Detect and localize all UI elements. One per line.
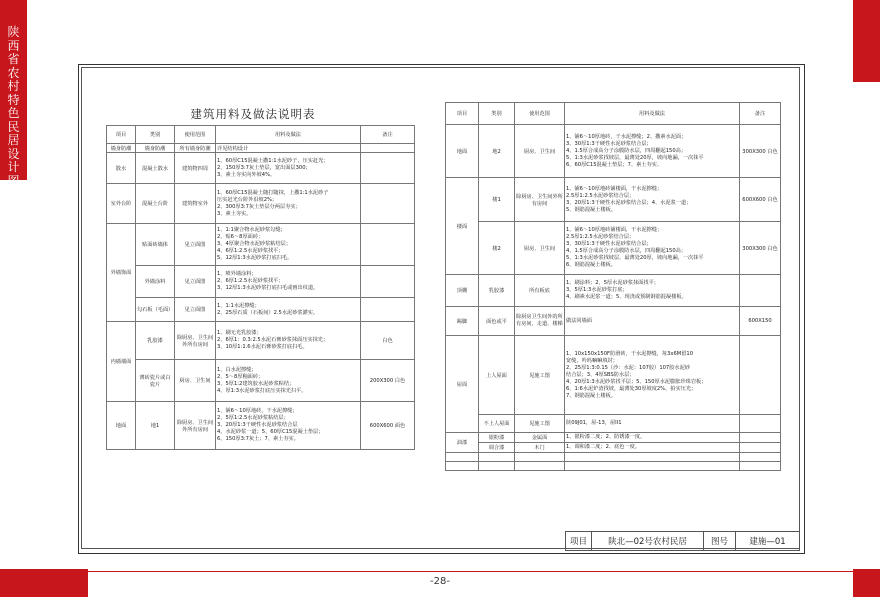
materials-table-left xyxy=(106,125,415,450)
cell xyxy=(565,462,740,471)
cell: 所有墙身防潮 xyxy=(175,144,216,153)
method-line: 6、钢筋混凝土楼板。 xyxy=(566,262,616,268)
cell xyxy=(446,462,479,471)
method-line: 2、300厚3:7灰土垫层分两层夯实； xyxy=(217,203,301,210)
method-line: 1、1:1聚合物水泥砂浆勾缝； xyxy=(217,227,286,233)
method-line: 3、20厚1:3干硬性水泥砂浆结合层；4、水泥浆一道； xyxy=(566,199,692,206)
item-cell: 内墙墙面 xyxy=(107,322,136,402)
cell xyxy=(446,453,479,462)
cell: 详见结构设计 xyxy=(216,144,361,153)
title-block xyxy=(565,531,800,551)
method-line: 1、铺6～10厚地砖铺楼面，干水泥擦缝； xyxy=(566,227,663,233)
item-cell: 地面 xyxy=(107,402,136,450)
table-row xyxy=(446,222,781,275)
cell xyxy=(515,453,565,462)
table-row xyxy=(446,462,781,471)
header-cell: 使用范围 xyxy=(515,103,565,125)
method-line: 结合层；3、4厚SBS防水层； xyxy=(566,371,635,378)
header-cell: 类别 xyxy=(136,126,175,144)
scope-cell: 木门 xyxy=(515,443,565,453)
scope-cell: 见立面图 xyxy=(175,298,216,322)
item-cell: 楼面 xyxy=(446,178,479,275)
method-line: 做法同墙面 xyxy=(566,317,592,324)
table-header-row xyxy=(446,103,781,125)
table-row xyxy=(107,322,415,360)
note-cell xyxy=(361,153,415,184)
scope-cell: 除厨房、卫生间外所有房间 xyxy=(175,402,216,450)
header-cell: 备注 xyxy=(740,103,781,125)
table-row xyxy=(107,144,415,153)
note-cell: 300X300 白色 xyxy=(740,222,781,275)
method-line: 3、30厚1:3干硬性水泥砂浆结合层； xyxy=(566,241,652,247)
item-cell: 顶棚 xyxy=(446,275,479,307)
method-line: 2、25厚1:3:0.15（沙：水泥：107胶）107胶水泥砂 xyxy=(566,364,690,371)
method-line: 4、水泥砂浆一道；5、60厚C15混凝土垫层； xyxy=(217,429,324,435)
header-cell: 使用范围 xyxy=(175,126,216,144)
method-line: 3、素土夯实。 xyxy=(217,210,252,217)
method-cell xyxy=(565,307,740,336)
scope-cell: 见施工图 xyxy=(515,336,565,415)
method-line: 压实赶光台阶外沿坡2%； xyxy=(217,196,278,203)
table-header-row xyxy=(107,126,415,144)
note-cell xyxy=(740,433,781,443)
note-cell xyxy=(740,275,781,307)
table-row xyxy=(107,298,415,322)
method-line: 5、1:3水泥砂浆找坡层，最薄处20厚，坡向地漏，一次抹平 xyxy=(566,255,704,261)
title-block-drawing-number: 建施—01 xyxy=(736,532,800,551)
note-cell: 600X600 面色 xyxy=(361,402,415,450)
note-cell: 200X300 白色 xyxy=(361,360,415,402)
method-line: 3、20厚1:3干硬性水泥砂浆结合层 xyxy=(217,422,298,428)
title-block-project-label: 项目 xyxy=(566,532,592,551)
method-cell xyxy=(216,153,361,184)
table-row xyxy=(446,415,781,433)
table-row xyxy=(446,453,781,462)
method-cell xyxy=(565,336,740,415)
category-cell: 地2 xyxy=(479,125,515,178)
note-cell xyxy=(740,415,781,433)
method-line: 4、6厚1:2.5水泥砂浆找平； xyxy=(217,248,284,254)
method-cell xyxy=(565,178,740,222)
table-row xyxy=(107,360,415,402)
scope-cell: 除厨房、卫生间外所有房间 xyxy=(175,322,216,360)
method-line: 1、60厚C15混凝土撒1:1水泥砂子，压实赶光； xyxy=(217,157,329,164)
table-row xyxy=(446,275,781,307)
scope-cell: 建筑物四周 xyxy=(175,153,216,184)
method-line: 5、钢筋混凝土楼板。 xyxy=(566,206,616,213)
header-cell: 项目 xyxy=(446,103,479,125)
category-cell: 银粉漆 xyxy=(479,433,515,443)
method-line: 1、喷外墙涂料； xyxy=(217,271,257,277)
method-line: 6、60厚C15混凝土垫层；7、素土夯实。 xyxy=(566,161,663,168)
category-cell: 乳胶漆 xyxy=(479,275,515,307)
title-block-drawing-label: 图号 xyxy=(704,532,736,551)
method-cell xyxy=(216,402,361,450)
category-cell: 不上人屋面 xyxy=(479,415,515,433)
note-cell: 600X600 白色 xyxy=(740,178,781,222)
note-cell: 白色 xyxy=(361,322,415,360)
table-row xyxy=(446,307,781,336)
item-cell: 室外台阶 xyxy=(107,184,136,224)
table-row xyxy=(107,402,415,450)
category-cell: 外墙涂料 xyxy=(136,266,175,298)
cell xyxy=(515,462,565,471)
method-line: 4、厚1:3水泥砂浆打底压实抹光扫平。 xyxy=(217,387,307,394)
series-title: 陕西省农村特色民居设计图集 xyxy=(7,25,20,201)
method-line: 5、1:3水泥砂浆找坡层，最薄处20厚，坡向地漏，一次抹平 xyxy=(566,154,704,161)
method-line: 宽缝，吟吗嘛嘛填封； xyxy=(566,357,618,364)
method-line: 1、60厚C15混凝土随打随抹，上撒1:1水泥砂子 xyxy=(217,189,329,196)
method-line: 1、调和漆二度；2、底色一度。 xyxy=(566,444,641,450)
header-cell: 类别 xyxy=(479,103,515,125)
category-cell: 面色或平 xyxy=(479,307,515,336)
method-line: 2、25厚石质（石板间）2.5水泥砂浆灌实。 xyxy=(217,309,319,316)
method-line: 7、钢筋混凝土楼板。 xyxy=(566,392,616,399)
scope-cell: 厨房、卫生间 xyxy=(515,222,565,275)
method-line: 2、150厚3:7灰土垫层，宽出面层300； xyxy=(217,164,311,171)
scope-cell: 除厨房卫生间外的所有房间，走道、楼梯 xyxy=(515,307,565,336)
note-cell xyxy=(740,336,781,415)
footer-rule xyxy=(0,571,880,572)
category-cell: 上人屋面 xyxy=(479,336,515,415)
method-line: 1、10x150x150F防滑砖，干水泥擦缝，每3x6M留10 xyxy=(566,350,694,357)
method-cell xyxy=(216,298,361,322)
method-line: 4、20厚1:3水泥砂浆找平层；5、150厚水泥膨胀珍珠岩板； xyxy=(566,378,707,385)
method-line: 3、4厚聚合物水泥砂浆粘结层； xyxy=(217,241,292,247)
cell xyxy=(740,453,781,462)
category-cell: 勾石板（毛面） xyxy=(136,298,175,322)
table-row xyxy=(107,266,415,298)
method-line: 2、5～8厚釉面砖； xyxy=(217,373,264,380)
table-row xyxy=(107,224,415,266)
scope-cell: 见立面图 xyxy=(175,266,216,298)
method-line: 陕09J01，屋-13，屋II1 xyxy=(566,420,622,426)
scope-cell: 所有板底 xyxy=(515,275,565,307)
method-line: 1、铺6～10厚地砖，干水泥擦缝；2、撒素水泥面； xyxy=(566,133,687,140)
cell: 墙身防潮 xyxy=(107,144,136,153)
table-row xyxy=(107,184,415,224)
method-cell xyxy=(565,415,740,433)
table-row xyxy=(446,125,781,178)
note-cell xyxy=(361,266,415,298)
method-line: 3、5厚1:2建筑胶水泥砂浆粘结； xyxy=(217,380,295,387)
cell: 墙身防潮 xyxy=(136,144,175,153)
table-row xyxy=(107,153,415,184)
table-row xyxy=(446,336,781,415)
materials-table-right xyxy=(445,102,781,471)
scope-cell: 见立面图 xyxy=(175,224,216,266)
method-line: 2、6厚1：0.3:2.5水泥石膏砂浆抹面压实抹光； xyxy=(217,337,329,343)
method-line: 2、5厚1:2.5水泥砂浆粘结层； xyxy=(217,415,289,421)
item-cell: 散水 xyxy=(107,153,136,184)
method-cell xyxy=(565,433,740,443)
method-line: 3、10厚1:1.6水泥石膏砂浆打底扫毛。 xyxy=(217,344,308,350)
cell xyxy=(565,453,740,462)
category-cell: 混凝土台阶 xyxy=(136,184,175,224)
method-cell xyxy=(216,224,361,266)
method-cell xyxy=(565,125,740,178)
category-cell: 楼2 xyxy=(479,222,515,275)
category-cell: 乳胶漆 xyxy=(136,322,175,360)
header-cell: 用料及做法 xyxy=(216,126,361,144)
scope-cell: 见施工图 xyxy=(515,415,565,433)
category-cell: 地1 xyxy=(136,402,175,450)
header-cell: 备注 xyxy=(361,126,415,144)
title-block-project: 陕北—02号农村民居 xyxy=(592,532,704,551)
method-line: 4、1.5厚合成高分子涂膜防水层，四周翻起150高； xyxy=(566,248,687,254)
method-line: 1、刷涂料；2、5厚水泥砂浆抹面找平； xyxy=(566,280,659,286)
method-cell xyxy=(565,275,740,307)
method-line: 6、1:6水泥炉渣找坡，最薄处30厚坡度2%，拍实压光； xyxy=(566,385,697,392)
method-cell xyxy=(216,266,361,298)
note-cell xyxy=(361,224,415,266)
method-line: 3、30厚1:3干硬性水泥砂浆结合层； xyxy=(566,140,652,147)
method-line: 1、铺6～10厚地砖，干水泥擦缝； xyxy=(217,408,298,414)
scope-cell: 厨房、卫生间 xyxy=(175,360,216,402)
method-line: 2.5厚1:2.5水泥砂浆结合层； xyxy=(566,192,635,199)
scope-cell: 建筑物室外 xyxy=(175,184,216,224)
category-cell: 薄砖瓷片或白瓷片 xyxy=(136,360,175,402)
series-side-tab xyxy=(0,0,27,201)
cell xyxy=(361,144,415,153)
header-cell: 用料及做法 xyxy=(565,103,740,125)
note-cell xyxy=(361,298,415,322)
cell xyxy=(740,462,781,471)
item-cell: 踢脚 xyxy=(446,307,479,336)
method-line: 4、1.5厚合成高分子涂膜防水层，四周翻起150高； xyxy=(566,147,687,154)
category-cell: 混凝土散水 xyxy=(136,153,175,184)
method-line: 1、银粉漆二度；2、防锈漆一度。 xyxy=(566,434,646,440)
method-cell xyxy=(216,184,361,224)
cell xyxy=(479,462,515,471)
method-line: 4、刷素水泥浆一道；5、现浇或预制钢筋混凝楼板。 xyxy=(566,294,687,300)
note-cell: 300X300 白色 xyxy=(740,125,781,178)
method-line: 2、贴6～8厚面砖； xyxy=(217,234,264,240)
note-cell xyxy=(740,443,781,453)
table-row xyxy=(446,178,781,222)
method-cell xyxy=(565,222,740,275)
item-cell: 油漆 xyxy=(446,433,479,453)
method-line: 1、白水泥擦缝； xyxy=(217,366,257,373)
scope-cell: 金属面 xyxy=(515,433,565,443)
note-cell: 600X150 xyxy=(740,307,781,336)
method-line: 2、6厚1:2.5水泥砂浆找平； xyxy=(217,278,284,284)
method-line: 1、1:1水泥擦缝； xyxy=(217,302,260,309)
method-cell xyxy=(216,360,361,402)
item-cell: 屋面 xyxy=(446,336,479,433)
category-cell: 楼1 xyxy=(479,178,515,222)
category-cell: 贴面砖墙体 xyxy=(136,224,175,266)
method-line: 1、铺6～10厚地砖铺楼面，干水泥擦缝； xyxy=(566,185,663,192)
scope-cell: 除厨房、卫生间外所有房间 xyxy=(515,178,565,222)
page-number: -28- xyxy=(430,576,450,587)
category-cell: 调合漆 xyxy=(479,443,515,453)
method-line: 3、5厚1:3水泥砂浆打底； xyxy=(566,287,628,293)
method-cell xyxy=(216,322,361,360)
method-line: 2.5厚1:2.5水泥砂浆结合层； xyxy=(566,234,635,240)
method-cell xyxy=(565,443,740,453)
method-line: 6、150厚3:7灰土；7、素土夯实。 xyxy=(217,436,299,442)
note-cell xyxy=(361,184,415,224)
cell xyxy=(479,453,515,462)
method-line: 3、12厚1:3水泥砂浆打底扫毛或画出纹道。 xyxy=(217,285,319,291)
item-cell: 外墙饰面 xyxy=(107,224,136,322)
header-cell: 项目 xyxy=(107,126,136,144)
table-row xyxy=(446,433,781,443)
method-line: 3、素土夯实向外坡4%。 xyxy=(217,171,276,178)
corner-tab-top-right xyxy=(853,0,880,82)
method-line: 1、刷无光乳胶漆； xyxy=(217,330,262,336)
item-cell: 地面 xyxy=(446,125,479,178)
table-row xyxy=(446,443,781,453)
scope-cell: 厨房、卫生间 xyxy=(515,125,565,178)
method-line: 5、12厚1:3水泥砂浆打底扫毛。 xyxy=(217,255,293,261)
table-title: 建筑用料及做法说明表 xyxy=(190,107,316,121)
